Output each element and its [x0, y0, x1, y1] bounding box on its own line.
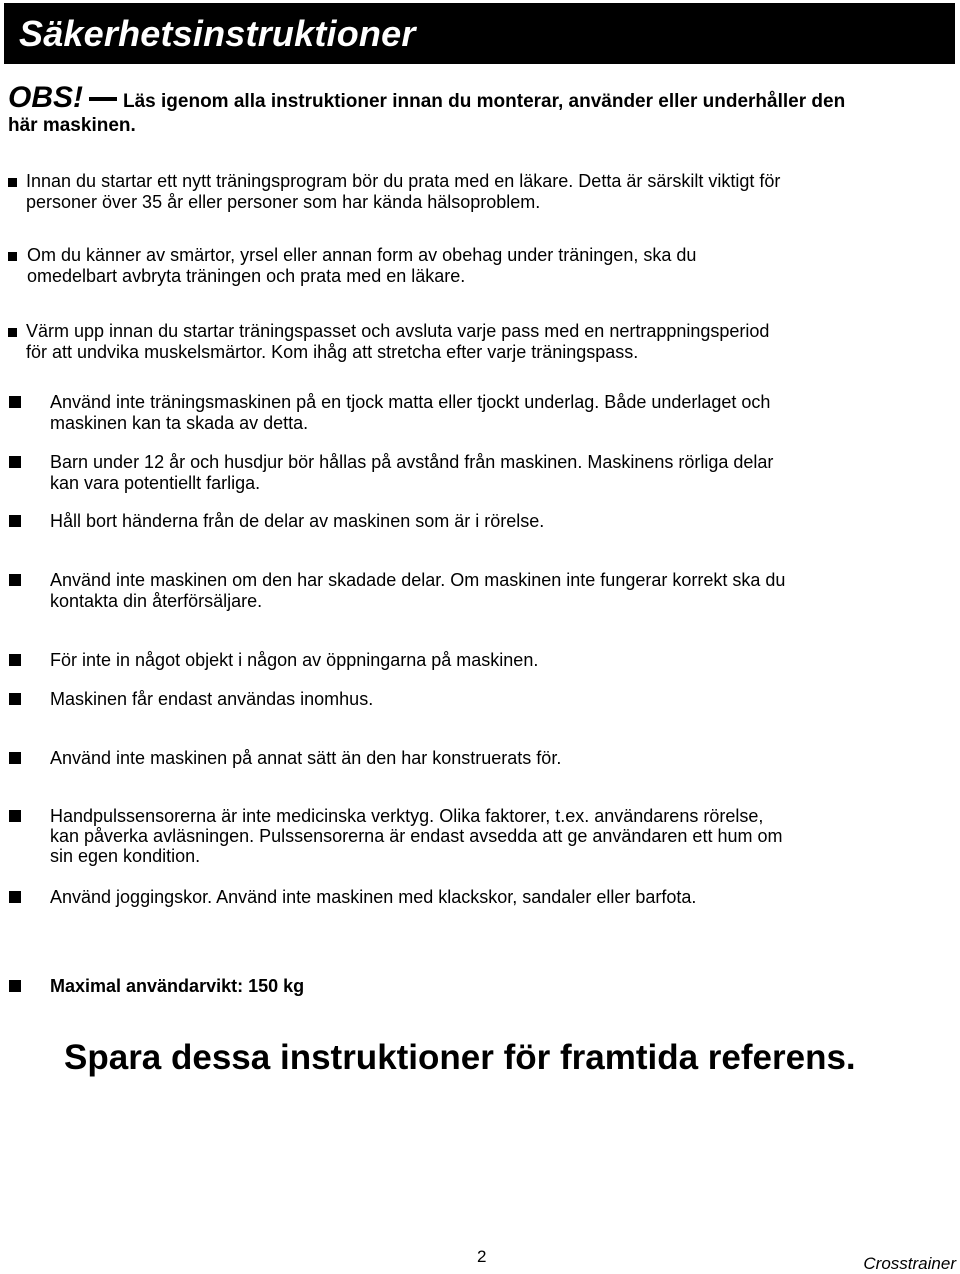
footer-product-name: Crosstrainer: [863, 1254, 956, 1273]
notice: [8, 81, 953, 138]
list-item-line: kan vara potentiellt farliga.: [50, 473, 261, 493]
bullet-square-icon: [9, 693, 21, 705]
list-item-line: Maskinen får endast användas inomhus.: [50, 689, 374, 709]
list-item-line: Använd joggingskor. Använd inte maskinen med klackskor, sandaler eller barfota.: [50, 887, 697, 907]
dash-icon: [89, 97, 117, 101]
notice-label: OBS!: [8, 81, 83, 114]
notice-text-line2: här maskinen.: [8, 115, 136, 136]
list-item-line: Använd inte maskinen om den har skadade delar. Om maskinen inte fungerar korrekt ska du: [50, 570, 786, 590]
list-item-line: Barn under 12 år och husdjur bör hållas på avstånd från maskinen. Maskinens rörliga delar: [50, 452, 774, 472]
closing-statement: Spara dessa instruktioner för framtida referens.: [64, 1038, 856, 1077]
bullet-square-icon: [9, 574, 21, 586]
list-item-line: Innan du startar ett nytt träningsprogram bör du prata med en läkare. Detta är särskilt viktigt för: [26, 171, 781, 191]
bullet-square-icon: [9, 810, 21, 822]
list-item-line: Använd inte träningsmaskinen på en tjock matta eller tjockt underlag. Både underlaget och: [50, 392, 771, 412]
bullet-square-icon: [9, 396, 21, 408]
bullet-square-icon: [9, 456, 21, 468]
list-item-line: personer över 35 år eller personer som har kända hälsoproblem.: [26, 192, 541, 212]
list-item-line: kan påverka avläsningen. Pulssensorerna är endast avsedda att ge användaren ett hum om: [50, 826, 783, 846]
bullet-square-icon: [8, 178, 17, 187]
page-number: 2: [477, 1247, 487, 1266]
bullet-square-icon: [8, 252, 17, 261]
list-item-line: för att undvika muskelsmärtor. Kom ihåg att stretcha efter varje träningspass.: [26, 342, 639, 362]
list-item-line: maskinen kan ta skada av detta.: [50, 413, 309, 433]
list-item-line: kontakta din återförsäljare.: [50, 591, 263, 611]
bullet-square-icon: [9, 891, 21, 903]
page-title: Säkerhetsinstruktioner: [19, 13, 416, 54]
list-item-line: Om du känner av smärtor, yrsel eller annan form av obehag under träningen, ska du: [27, 245, 697, 265]
bullet-square-icon: [9, 752, 21, 764]
list-item-line: sin egen kondition.: [50, 846, 201, 866]
bullet-square-icon: [9, 515, 21, 527]
list-item-line: Värm upp innan du startar träningspasset och avsluta varje pass med en nertrappningsperiod: [26, 321, 770, 341]
notice-text-line1: Läs igenom alla instruktioner innan du monterar, använder eller underhåller den: [123, 91, 846, 112]
list-item-line: omedelbart avbryta träningen och prata med en läkare.: [27, 266, 466, 286]
title-bar: [4, 3, 955, 64]
list-item-line: För inte in något objekt i någon av öppningarna på maskinen.: [50, 650, 539, 670]
max-weight-text: Maximal användarvikt: 150 kg: [50, 976, 305, 996]
bullet-square-icon: [9, 654, 21, 666]
list-item-line: Använd inte maskinen på annat sätt än den har konstruerats för.: [50, 748, 562, 768]
bullet-square-icon: [9, 980, 21, 992]
bullet-square-icon: [8, 328, 17, 337]
list-item-line: Håll bort händerna från de delar av maskinen som är i rörelse.: [50, 511, 545, 531]
list-item-line: Handpulssensorerna är inte medicinska verktyg. Olika faktorer, t.ex. användarens rörelse,: [50, 806, 764, 826]
